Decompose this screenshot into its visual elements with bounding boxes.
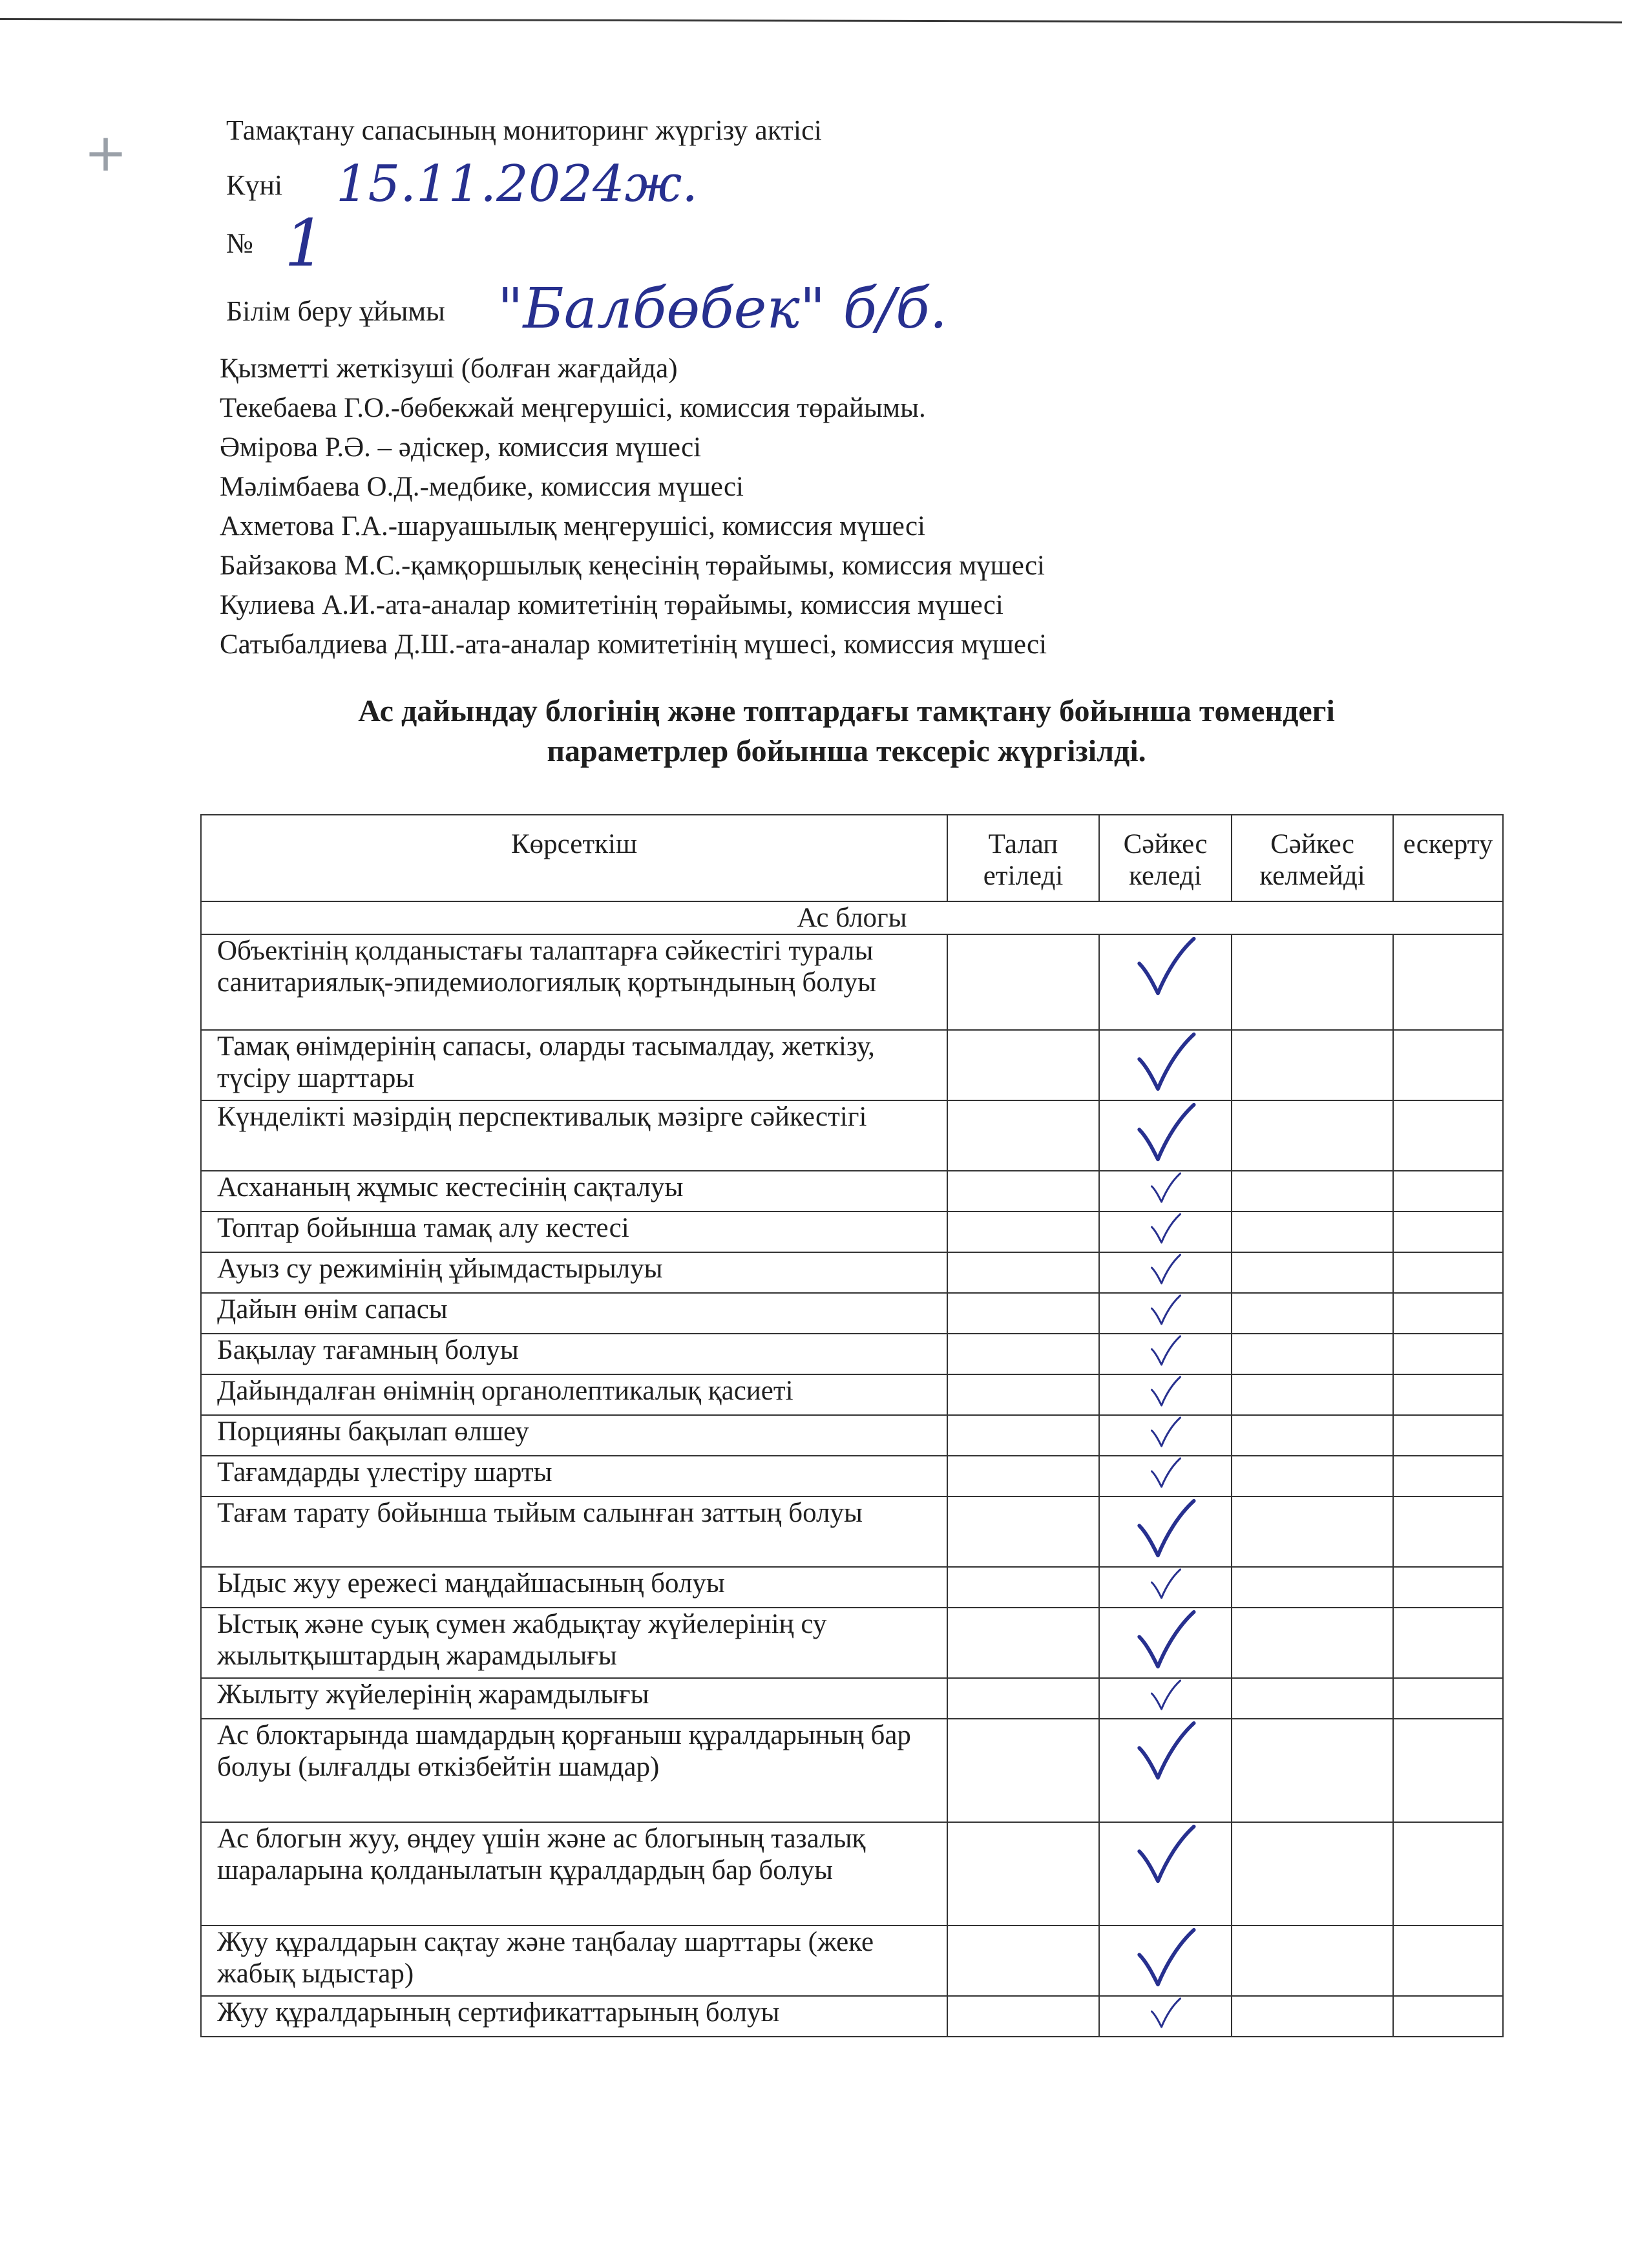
indicator-text: Тағам тарату бойынша тыйым салынған заттың болуы — [201, 1496, 947, 1567]
table-row — [201, 1496, 1503, 1567]
indicator-text: Жылыту жүйелерінің жарамдылығы — [201, 1678, 947, 1719]
table-row — [201, 1030, 1503, 1100]
required-cell — [947, 1293, 1099, 1334]
table-row — [201, 1456, 1503, 1496]
indicator-text: Топтар бойынша тамақ алу кестесі — [201, 1212, 947, 1252]
indicator-text: Бақылау тағамның болуы — [201, 1334, 947, 1374]
note-cell — [1393, 1334, 1503, 1374]
indicator-text: Порцияны бақылап өлшеу — [201, 1415, 947, 1456]
inspection-table — [200, 814, 1504, 2037]
col-note: ескерту — [1393, 815, 1503, 901]
required-cell — [947, 1496, 1099, 1567]
indicator-text: Дайындалған өнімнің органолептикалық қасиеті — [201, 1374, 947, 1415]
note-cell — [1393, 1374, 1503, 1415]
compliant-cell — [1099, 1374, 1232, 1415]
required-cell — [947, 1415, 1099, 1456]
commission-members — [220, 349, 1047, 664]
check-mark-icon — [1148, 1253, 1182, 1285]
compliant-cell — [1099, 1456, 1232, 1496]
note-cell — [1393, 934, 1503, 1030]
table-row — [201, 1608, 1503, 1678]
indicator-text: Күнделікті мәзірдің перспективалық мәзірге сәйкестігі — [201, 1100, 947, 1171]
compliant-cell — [1099, 1030, 1232, 1100]
check-mark-icon — [1148, 1568, 1182, 1600]
compliant-cell — [1099, 1334, 1232, 1374]
member-line: Әмірова Р.Ә. – әдіскер, комиссия мүшесі — [220, 432, 702, 463]
indicator-text: Тамақ өнімдерінің сапасы, оларды тасымалдау, жеткізу, түсіру шарттары — [201, 1030, 947, 1100]
member-line: Кулиева А.И.-ата-аналар комитетінің төрайымы, комиссия мүшесі — [220, 590, 1003, 620]
indicator-text: Ыдыс жуу ережесі маңдайшасының болуы — [201, 1567, 947, 1608]
required-cell — [947, 1100, 1099, 1171]
note-cell — [1393, 1996, 1503, 2037]
margin-mark-icon: + — [84, 123, 128, 183]
compliant-cell — [1099, 934, 1232, 1030]
table-row — [201, 934, 1503, 1030]
note-cell — [1393, 1415, 1503, 1456]
noncompliant-cell — [1232, 1100, 1393, 1171]
table-row — [201, 1293, 1503, 1334]
note-cell — [1393, 1293, 1503, 1334]
check-mark-icon — [1148, 1334, 1182, 1367]
table-row — [201, 1567, 1503, 1608]
note-cell — [1393, 1171, 1503, 1212]
check-mark-icon — [1148, 1294, 1182, 1326]
member-line: Сатыбалдиева Д.Ш.-ата-аналар комитетінің мүшесі, комиссия мүшесі — [220, 629, 1047, 660]
note-cell — [1393, 1608, 1503, 1678]
indicator-text: Ас блогын жуу, өңдеу үшін және ас блогының тазалық шараларына қолданылатын құралдардың бар болуы — [201, 1822, 947, 1926]
check-mark-icon — [1133, 1497, 1198, 1559]
noncompliant-cell — [1232, 1171, 1393, 1212]
check-mark-icon — [1133, 935, 1198, 997]
table-row — [201, 1926, 1503, 1996]
check-mark-icon — [1148, 1997, 1182, 2029]
required-cell — [947, 1171, 1099, 1212]
note-cell — [1393, 1212, 1503, 1252]
required-cell — [947, 1252, 1099, 1293]
required-cell — [947, 1719, 1099, 1822]
note-cell — [1393, 1567, 1503, 1608]
check-mark-icon — [1133, 1608, 1198, 1670]
check-mark-icon — [1148, 1416, 1182, 1448]
table-row — [201, 1415, 1503, 1456]
note-cell — [1393, 1030, 1503, 1100]
compliant-cell — [1099, 1171, 1232, 1212]
noncompliant-cell — [1232, 1678, 1393, 1719]
noncompliant-cell — [1232, 1374, 1393, 1415]
required-cell — [947, 1926, 1099, 1996]
noncompliant-cell — [1232, 1567, 1393, 1608]
inspection-title — [200, 691, 1493, 772]
table-row — [201, 1678, 1503, 1719]
compliant-cell — [1099, 1608, 1232, 1678]
required-cell — [947, 1822, 1099, 1926]
note-cell — [1393, 1456, 1503, 1496]
required-cell — [947, 1456, 1099, 1496]
indicator-text: Объектінің қолданыстағы талаптарға сәйкестігі туралы санитариялық-эпидемиологиялық қортындының болуы — [201, 934, 947, 1030]
inspection-title-line: Ас дайындау блогінің және топтардағы тамқтану бойынша төмендегі — [358, 694, 1335, 728]
table-row — [201, 1252, 1503, 1293]
check-mark-icon — [1133, 1101, 1198, 1163]
note-cell — [1393, 1926, 1503, 1996]
col-noncompliant: Сәйкес келмейді — [1232, 815, 1393, 901]
compliant-cell — [1099, 1100, 1232, 1171]
col-required: Талап етіледі — [947, 815, 1099, 901]
check-mark-icon — [1133, 1823, 1198, 1885]
compliant-cell — [1099, 1252, 1232, 1293]
member-line: Ахметова Г.А.-шаруашылық меңгерушісі, комиссия мүшесі — [220, 511, 925, 541]
org-value: "Балбөбек" б/б. — [498, 277, 947, 341]
table-row — [201, 1334, 1503, 1374]
noncompliant-cell — [1232, 1926, 1393, 1996]
required-cell — [947, 934, 1099, 1030]
noncompliant-cell — [1232, 1496, 1393, 1567]
compliant-cell — [1099, 1996, 1232, 2037]
member-line: Байзакова М.С.-қамқоршылық кеңесінің төрайымы, комиссия мүшесі — [220, 551, 1045, 581]
indicator-text: Ас блоктарында шамдардың қорғаныш құралдарының бар болуы (ылғалды өткізбейтін шамдар) — [201, 1719, 947, 1822]
check-mark-icon — [1148, 1456, 1182, 1489]
act-title: Тамақтану сапасының мониторинг жүргізу актісі — [226, 114, 822, 146]
indicator-text: Ауыз су режимінің ұйымдастырылуы — [201, 1252, 947, 1293]
compliant-cell — [1099, 1496, 1232, 1567]
indicator-text: Жуу құралдарын сақтау және таңбалау шарттары (жеке жабық ыдыстар) — [201, 1926, 947, 1996]
required-cell — [947, 1608, 1099, 1678]
required-cell — [947, 1212, 1099, 1252]
compliant-cell — [1099, 1567, 1232, 1608]
required-cell — [947, 1996, 1099, 2037]
compliant-cell — [1099, 1293, 1232, 1334]
table-header-row — [201, 815, 1503, 901]
member-line: Қызметті жеткізуші (болған жағдайда) — [220, 353, 678, 384]
compliant-cell — [1099, 1822, 1232, 1926]
table-row — [201, 1374, 1503, 1415]
member-line: Текебаева Г.О.-бөбекжай меңгерушісі, комиссия төрайымы. — [220, 393, 926, 423]
compliant-cell — [1099, 1415, 1232, 1456]
top-rule — [0, 18, 1622, 23]
member-line: Мәлімбаева О.Д.-медбике, комиссия мүшесі — [220, 472, 744, 502]
number-label: № — [226, 227, 253, 259]
table-row — [201, 1100, 1503, 1171]
date-label: Күні — [226, 169, 283, 201]
note-cell — [1393, 1252, 1503, 1293]
compliant-cell — [1099, 1719, 1232, 1822]
date-value: 15.11.2024ж. — [336, 155, 698, 213]
org-label: Білім беру ұйымы — [226, 295, 445, 327]
noncompliant-cell — [1232, 1415, 1393, 1456]
indicator-text: Ыстық және суық сумен жабдықтау жүйелерінің су жылытқыштардың жарамдылығы — [201, 1608, 947, 1678]
section-row — [201, 901, 1503, 934]
noncompliant-cell — [1232, 1996, 1393, 2037]
note-cell — [1393, 1822, 1503, 1926]
note-cell — [1393, 1100, 1503, 1171]
check-mark-icon — [1148, 1679, 1182, 1711]
number-value: 1 — [284, 205, 326, 281]
compliant-cell — [1099, 1926, 1232, 1996]
note-cell — [1393, 1496, 1503, 1567]
check-mark-icon — [1148, 1212, 1182, 1244]
noncompliant-cell — [1232, 1822, 1393, 1926]
indicator-text: Дайын өнім сапасы — [201, 1293, 947, 1334]
required-cell — [947, 1374, 1099, 1415]
table-row — [201, 1212, 1503, 1252]
noncompliant-cell — [1232, 1608, 1393, 1678]
required-cell — [947, 1567, 1099, 1608]
compliant-cell — [1099, 1212, 1232, 1252]
check-mark-icon — [1148, 1171, 1182, 1204]
noncompliant-cell — [1232, 1719, 1393, 1822]
noncompliant-cell — [1232, 1456, 1393, 1496]
check-mark-icon — [1133, 1719, 1198, 1781]
inspection-title-line: параметрлер бойынша тексеріс жүргізілді. — [547, 734, 1146, 768]
noncompliant-cell — [1232, 1334, 1393, 1374]
noncompliant-cell — [1232, 1212, 1393, 1252]
table-row — [201, 1996, 1503, 2037]
table-row — [201, 1822, 1503, 1926]
required-cell — [947, 1334, 1099, 1374]
indicator-text: Тағамдарды үлестіру шарты — [201, 1456, 947, 1496]
section-title: Ас блогы — [201, 901, 1503, 934]
check-mark-icon — [1133, 1926, 1198, 1988]
noncompliant-cell — [1232, 1293, 1393, 1334]
compliant-cell — [1099, 1678, 1232, 1719]
col-compliant: Сәйкес келеді — [1099, 815, 1232, 901]
table-row — [201, 1171, 1503, 1212]
noncompliant-cell — [1232, 1030, 1393, 1100]
indicator-text: Асхананың жұмыс кестесінің сақталуы — [201, 1171, 947, 1212]
check-mark-icon — [1133, 1031, 1198, 1093]
note-cell — [1393, 1719, 1503, 1822]
required-cell — [947, 1030, 1099, 1100]
noncompliant-cell — [1232, 934, 1393, 1030]
indicator-text: Жуу құралдарының сертификаттарының болуы — [201, 1996, 947, 2037]
col-indicator: Көрсеткіш — [201, 815, 947, 901]
table-row — [201, 1719, 1503, 1822]
check-mark-icon — [1148, 1375, 1182, 1407]
noncompliant-cell — [1232, 1252, 1393, 1293]
required-cell — [947, 1678, 1099, 1719]
note-cell — [1393, 1678, 1503, 1719]
